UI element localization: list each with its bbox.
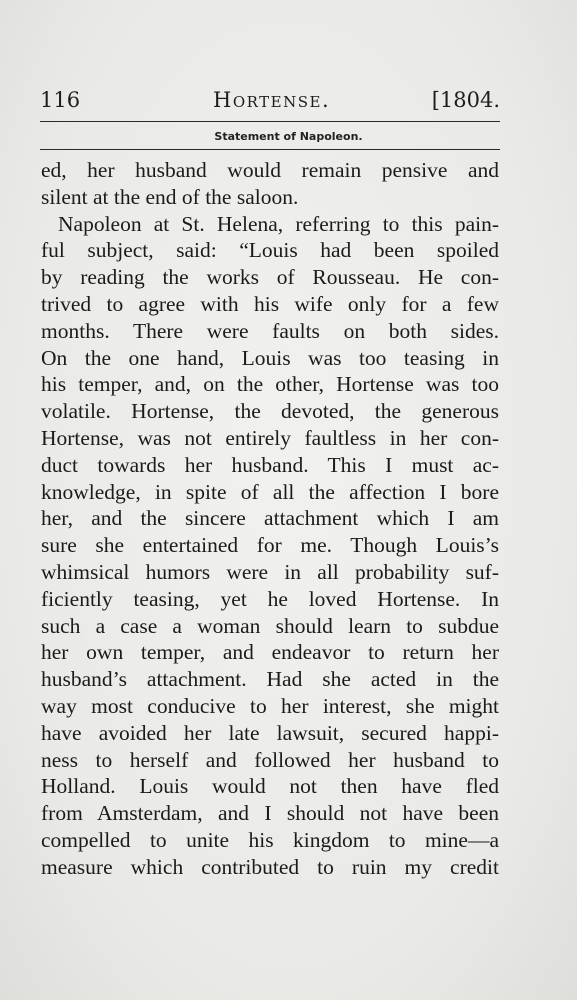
body-text — [41, 157, 499, 881]
text-line: ful subject, said: “Louis had been spoiled — [41, 238, 499, 263]
text-line: knowledge, in spite of all the affection I bore — [41, 479, 499, 504]
text-line: sure she entertained for me. Though Louis’s — [41, 533, 499, 558]
subheading-rule — [40, 149, 500, 150]
text-line: silent at the end of the saloon. — [41, 184, 299, 209]
text-line: whimsical humors were in all probability suf- — [41, 559, 499, 584]
text-line: her, and the sincere attachment which I am — [41, 506, 499, 531]
text-line: measure which contributed to ruin my credit — [41, 854, 499, 879]
text-line: months. There were faults on both sides. — [41, 318, 499, 343]
text-line: his temper, and, on the other, Hortense was too — [41, 372, 499, 397]
text-line: ficiently teasing, yet he loved Hortense. In — [41, 586, 499, 611]
text-line: duct towards her husband. This I must ac- — [41, 452, 499, 477]
text-line: from Amsterdam, and I should not have been — [41, 801, 499, 826]
text-line: such a case a woman should learn to subdue — [41, 613, 499, 638]
text-line: compelled to unite his kingdom to mine—a — [41, 827, 499, 852]
text-line: her own temper, and endeavor to return her — [41, 640, 499, 665]
text-line: On the one hand, Louis was too teasing in — [41, 345, 499, 370]
header-year: [1804. — [431, 88, 500, 112]
text-line: have avoided her late lawsuit, secured happi- — [41, 720, 499, 745]
text-line: by reading the works of Rousseau. He con- — [41, 265, 499, 290]
text-line: Napoleon at St. Helena, referring to this pain- — [58, 211, 499, 236]
text-line: trived to agree with his wife only for a few — [41, 291, 499, 316]
text-line: ness to herself and followed her husband to — [41, 747, 499, 772]
page-number: 116 — [40, 88, 81, 112]
text-line: ed, her husband would remain pensive and — [41, 158, 499, 182]
text-line: Holland. Louis would not then have fled — [41, 774, 499, 799]
text-line: Hortense, was not entirely faultless in her con- — [41, 425, 499, 450]
running-title: Hortense. — [213, 88, 331, 112]
page-header — [40, 88, 500, 118]
section-subheading: Statement of Napoleon. — [214, 130, 363, 143]
text-line: way most conducive to her interest, she might — [41, 693, 499, 718]
header-rule — [40, 121, 500, 122]
text-line: volatile. Hortense, the devoted, the generous — [41, 399, 499, 424]
text-line: husband’s attachment. Had she acted in the — [41, 667, 499, 692]
